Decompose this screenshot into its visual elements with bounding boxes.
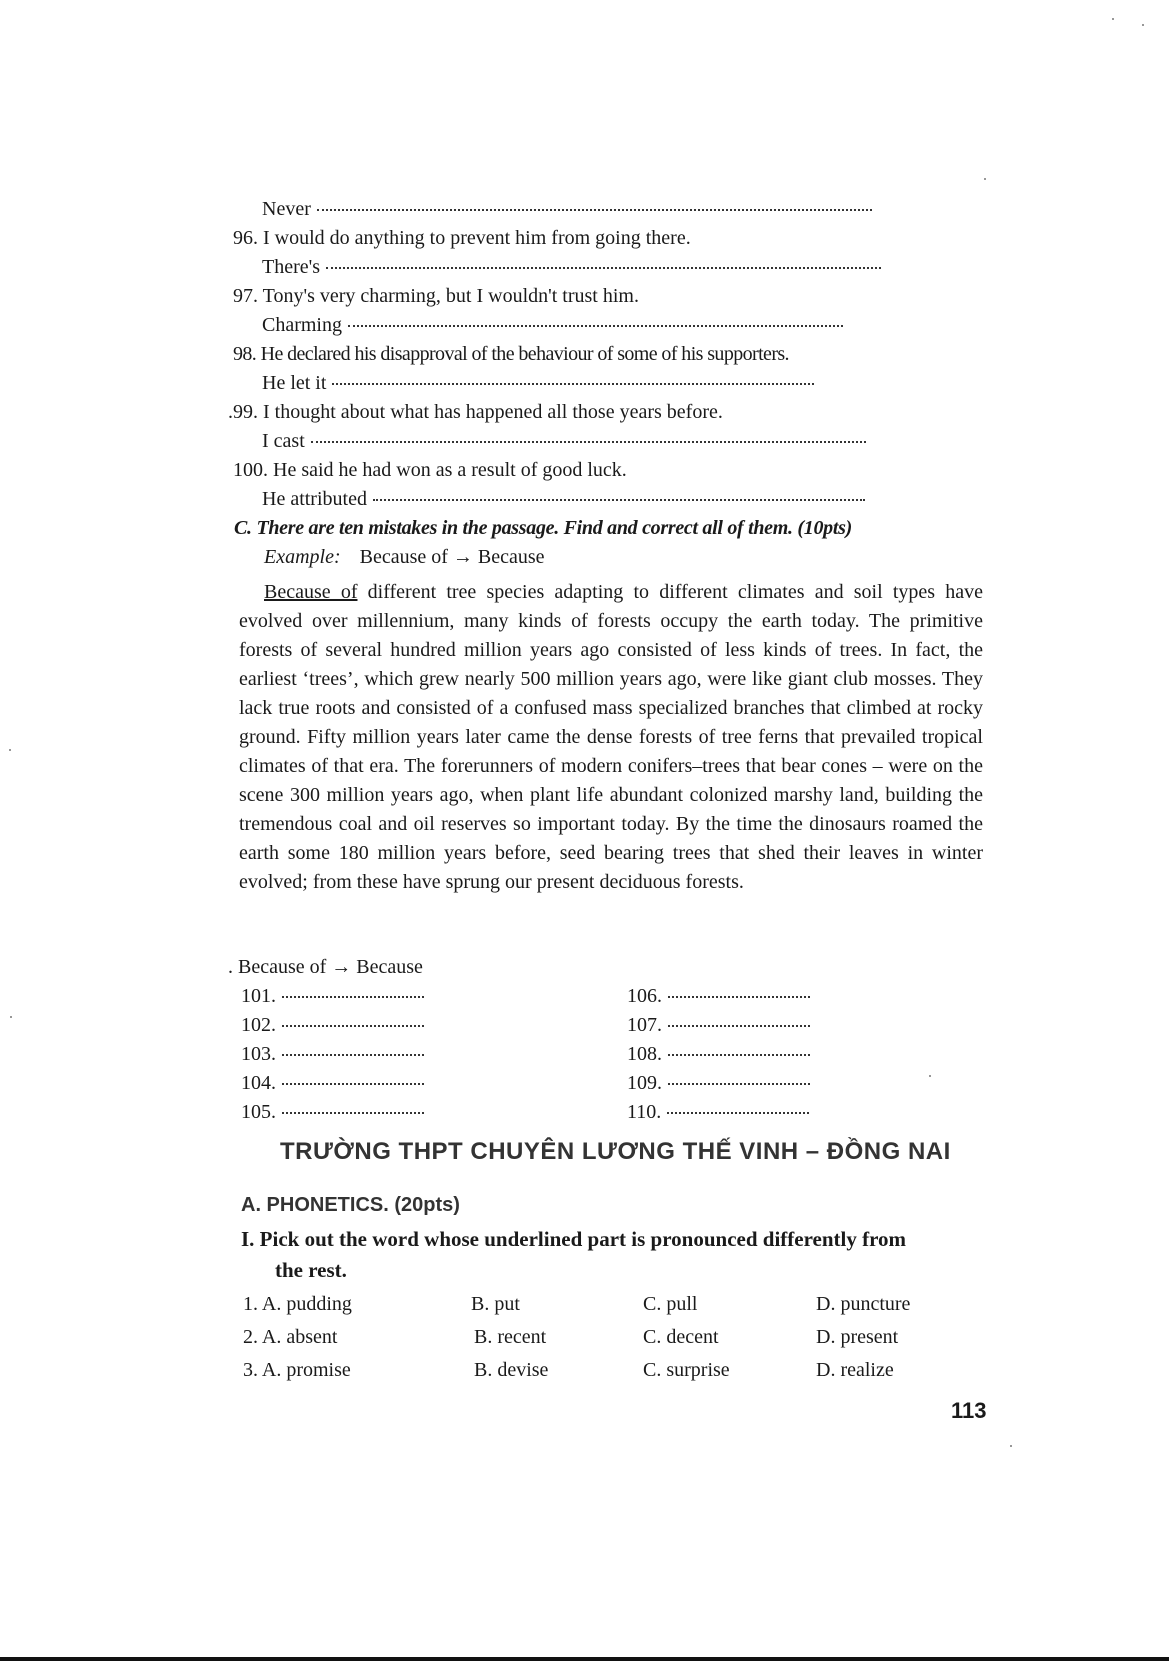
prompt-text: There's <box>262 256 321 278</box>
answer-blank <box>317 209 872 211</box>
question-96: 96. I would do anything to prevent him from going there. <box>233 227 691 249</box>
option-2d: D. present <box>816 1326 899 1348</box>
answer-blank <box>282 1112 424 1114</box>
option-2c: C. decent <box>643 1326 719 1348</box>
answer-blank <box>348 325 843 327</box>
option-2b: B. recent <box>474 1326 547 1348</box>
phonetics-instruction-cont: the rest. <box>275 1258 347 1282</box>
answer-blank <box>668 1025 810 1027</box>
question-100: 100. He said he had won as a result of good luck. <box>233 459 627 481</box>
transform-prompt-97 <box>262 313 843 337</box>
option-3a: 3. A. promise <box>243 1359 351 1381</box>
example-line <box>264 545 545 569</box>
question-97: 97. Tony's very charming, but I wouldn't trust him. <box>233 285 639 307</box>
question-99: .99. I thought about what has happened all those years before. <box>228 401 723 423</box>
answer-blank <box>282 1025 424 1027</box>
phonetics-heading: A. PHONETICS. (20pts) <box>241 1194 460 1216</box>
answer-example: . Because of → Because <box>228 956 423 978</box>
answer-110: 110. <box>627 1100 809 1124</box>
scan-speck <box>1112 18 1114 20</box>
scan-speck <box>10 1016 12 1018</box>
section-c-heading: C. There are ten mistakes in the passage. Find and correct all of them. (10pts) <box>234 517 852 539</box>
answer-109: 109. <box>627 1071 810 1095</box>
option-3b: B. devise <box>474 1359 549 1381</box>
answer-blank <box>667 1112 809 1114</box>
passage-underlined: Because of <box>264 581 358 603</box>
error-passage <box>239 578 983 897</box>
answer-blank <box>668 996 810 998</box>
answer-106: 106. <box>627 984 810 1008</box>
answer-blank <box>282 1054 424 1056</box>
scan-speck <box>929 1075 931 1077</box>
answer-101: 101. <box>241 984 424 1008</box>
answer-102: 102. <box>241 1013 424 1037</box>
answer-blank <box>326 267 881 269</box>
passage-text: different tree species adapting to different climates and soil types have evolved over millennium, many kinds of forests occupy the earth today. The primitive forests of several hundred million years ago consisted of less kinds of trees. In fact, the earliest ‘trees’, which grew nearly 500 million years ago, were like giant club mosses. They lack true roots and consisted of a confused mass specialized branches that climbed at rocky ground. Fifty million years later came the dense forests of tree ferns that prevailed tropical climates of that era. The forerunners of modern conifers–trees that bear cones – were on the scene 300 million years ago, when plant life abundant colonized marshy land, building the tremendous coal and oil reserves so important today. By the time the dinosaurs roamed the earth some 180 million years before, seed bearing trees that shed their leaves in winter evolved; from these have sprung our present deciduous forests. <box>239 581 983 893</box>
prompt-text: Never <box>262 198 311 220</box>
option-1a: 1. A. pudding <box>243 1293 352 1315</box>
question-98: 98. He declared his disapproval of the behaviour of some of his supporters. <box>233 343 789 365</box>
scan-speck <box>984 178 986 180</box>
scan-speck <box>1010 1445 1012 1447</box>
answer-blank <box>668 1083 810 1085</box>
option-1c: C. pull <box>643 1293 698 1315</box>
option-3c: C. surprise <box>643 1359 730 1381</box>
answer-105: 105. <box>241 1100 424 1124</box>
page-number: 113 <box>951 1398 987 1423</box>
example-label: Example: <box>264 546 341 568</box>
transform-prompt-96 <box>262 255 881 279</box>
answer-103: 103. <box>241 1042 424 1066</box>
option-2a: 2. A. absent <box>243 1326 338 1348</box>
answer-108: 108. <box>627 1042 810 1066</box>
transform-prompt-98 <box>262 371 814 395</box>
transform-prompt-99 <box>262 429 866 453</box>
option-3d: D. realize <box>816 1359 894 1381</box>
transform-prompt-100 <box>262 487 865 511</box>
answer-104: 104. <box>241 1071 424 1095</box>
prompt-text: I cast <box>262 430 305 452</box>
answer-blank <box>311 441 866 443</box>
answer-blank <box>332 383 814 385</box>
example-text: Because of → Because <box>359 546 545 568</box>
option-1b: B. put <box>471 1293 520 1315</box>
answer-107: 107. <box>627 1013 810 1037</box>
answer-blank <box>373 499 865 501</box>
answer-blank <box>282 996 424 998</box>
transform-prompt-95 <box>262 197 872 221</box>
option-1d: D. puncture <box>816 1293 911 1315</box>
scan-speck <box>9 749 11 751</box>
phonetics-instruction: I. Pick out the word whose underlined part is pronounced differently from <box>241 1227 907 1251</box>
scan-speck <box>1142 24 1144 26</box>
prompt-text: He let it <box>262 372 327 394</box>
prompt-text: Charming <box>262 314 342 336</box>
school-title: TRƯỜNG THPT CHUYÊN LƯƠNG THẾ VINH – ĐỒNG NAI <box>280 1138 951 1165</box>
answer-blank <box>668 1054 810 1056</box>
answer-blank <box>282 1083 424 1085</box>
prompt-text: He attributed <box>262 488 367 510</box>
scan-bottom-edge <box>0 1657 1169 1661</box>
